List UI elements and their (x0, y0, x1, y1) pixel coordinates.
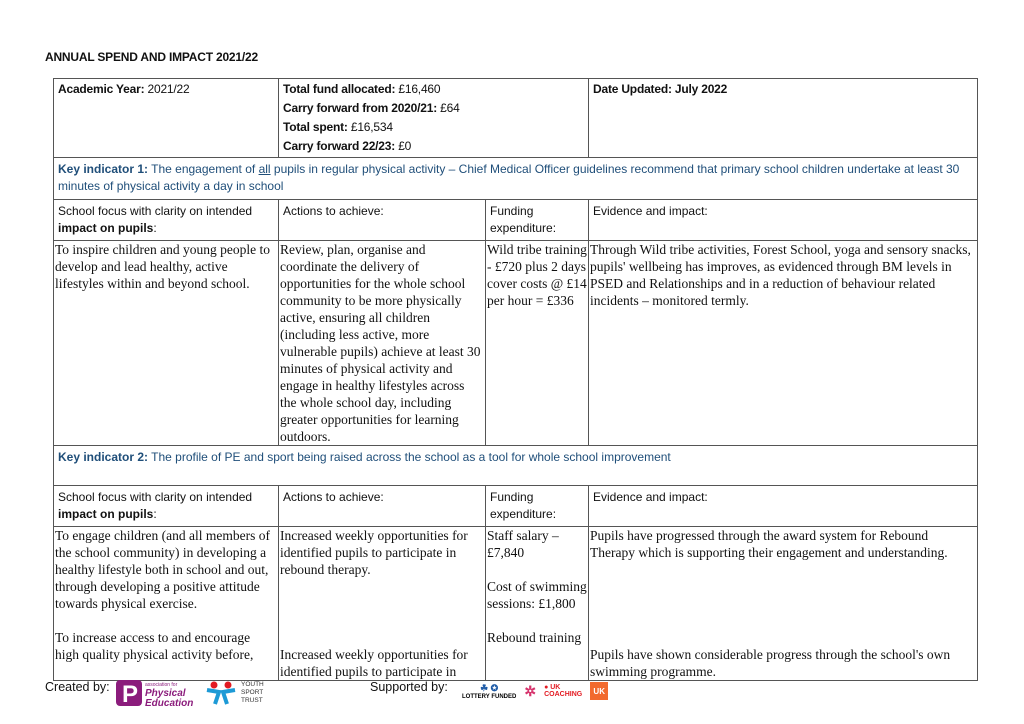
spend-impact-table (53, 78, 978, 681)
summary-row (54, 79, 978, 158)
lottery-sport-england-logo: ☘ ✪ LOTTERY FUNDED (462, 682, 517, 700)
youth-sport-trust-logo: YOUTH SPORT TRUST (205, 680, 264, 706)
key-indicator-1-row: Key indicator 1: The engagement of all pupils in regular physical activity – Chief Medical Officer guidelines recommend that primary school children undertake at least 30 minutes of physical activity a day in school (54, 158, 978, 200)
svg-text:Education: Education (145, 698, 194, 708)
column-header-row: School focus with clarity on intended impact on pupils: Actions to achieve: Funding expenditure: Evidence and impact: (54, 200, 978, 241)
uk-coaching-logo: ● UK COACHING (544, 684, 583, 698)
ki1-content-row: To inspire children and young people to develop and lead healthy, active lifestyles within and beyond school. Review, plan, organise and coordinate the delivery of opportunities for the whole school community to be more physically active, ensuring all children (including less active, more vulnerable pupils) achieve at least 30 minutes of physical activity and engage in healthy lifestyles across the whole school day, including greater opportunities for learning outdoors. Wild tribe training - £720 plus 2 days cover costs @ £14 per hour = £336 Through Wild tribe activities, Forest School, yoga and sensory snacks, pupils' wellbeing has improves, as evidenced through BM levels in PSED and Relationships and in a reduction of behaviour related incidents – monitored termly. (54, 241, 978, 446)
afpe-logo (114, 678, 200, 708)
ki2-content-row: To engage children (and all members of the school community) in developing a healthy lifestyle both in school and out, through developing a positive attitude towards physical exercise. To increase access to and encourage high quality physical activity before, Increased weekly opportunities for identified pupils to participate in rebound therapy. Increased weekly opportunities for identified pupils to participate in Staff salary – £7,840 Cost of swimming sessions: £1,800 Rebound training Pupils have progressed through the award system for Rebound Therapy which is supporting their engagement and understanding. Pupils have shown considerable progress through the school's own swimming programme. (54, 527, 978, 681)
key-indicator-2-row: Key indicator 2: The profile of PE and sport being raised across the school as a tool for whole school improvement (54, 446, 978, 486)
supported-by-label: Supported by: (370, 680, 448, 694)
svg-text:association for: association for (145, 682, 178, 688)
svg-text:Physical: Physical (145, 688, 186, 699)
supporter-logos (462, 682, 608, 700)
date-updated-cell: Date Updated: July 2022 (589, 79, 978, 158)
academic-year-cell: Academic Year: 2021/22 (54, 79, 279, 158)
svg-text:P: P (122, 681, 139, 708)
page-title: ANNUAL SPEND AND IMPACT 2021/22 (45, 50, 258, 64)
column-header-row-2: School focus with clarity on intended impact on pupils: Actions to achieve: Funding expenditure: Evidence and impact: (54, 486, 978, 527)
logo-mark: ✲ (524, 682, 537, 699)
uk-active-logo: UK (590, 682, 608, 700)
created-by-label: Created by: (45, 680, 110, 694)
fund-cell: Total fund allocated: £16,460 Carry forward from 2020/21: £64 Total spent: £16,534 Carry forward 22/23: £0 (279, 79, 589, 158)
